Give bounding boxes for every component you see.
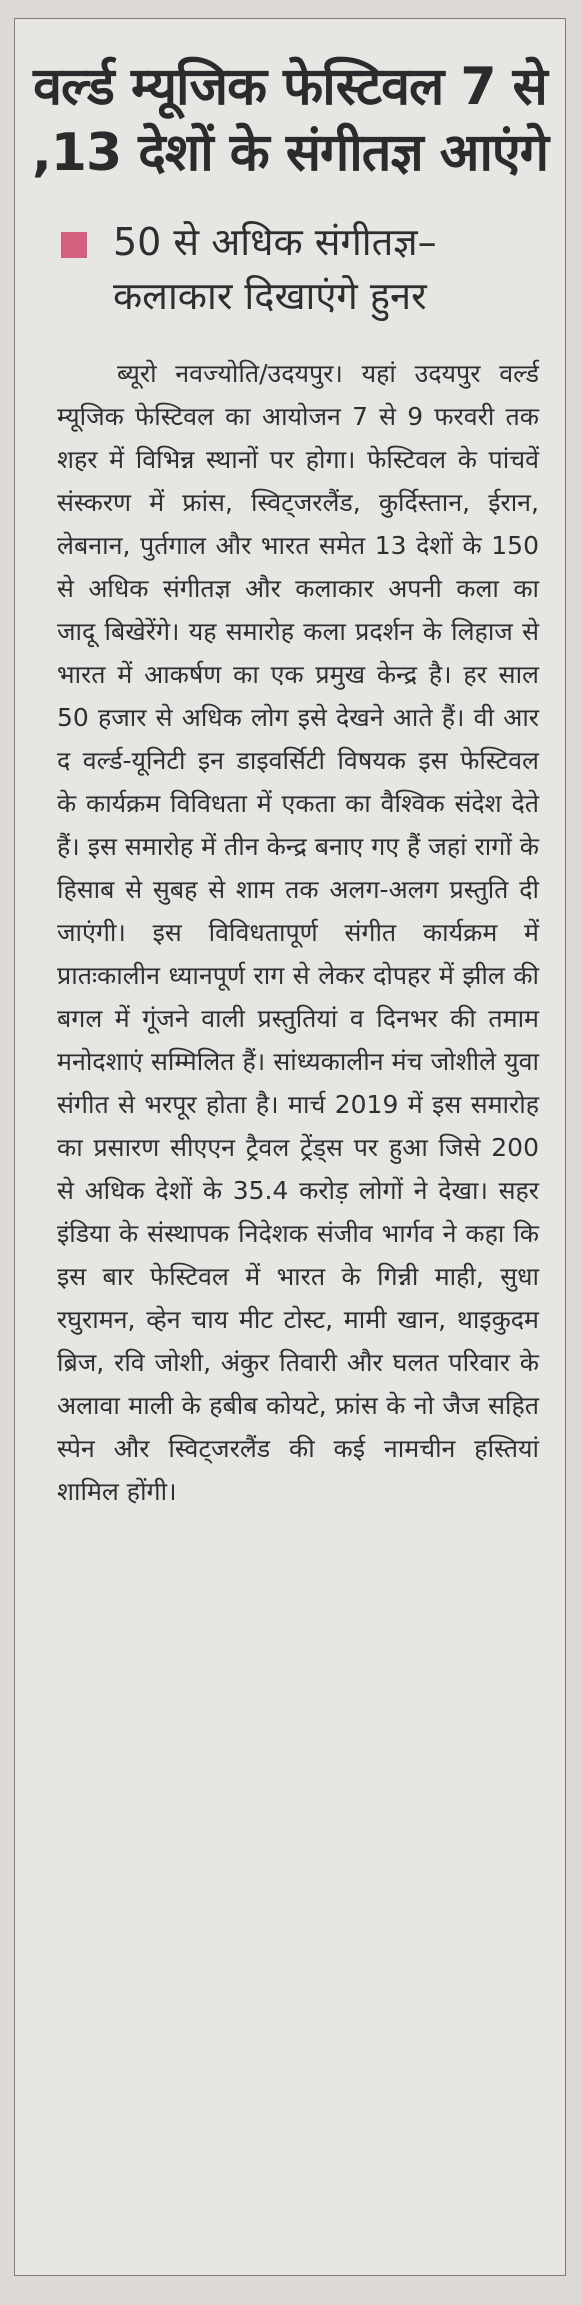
headline: वर्ल्ड म्यूजिक फेस्टिवल 7 से ,13 देशों के संगीतज्ञ आएंगे bbox=[32, 57, 548, 183]
news-clipping bbox=[14, 18, 566, 2276]
square-bullet-icon bbox=[61, 232, 87, 258]
subheadline-block bbox=[27, 216, 555, 324]
article-body: ब्यूरो नवज्योति/उदयपुर। यहां उदयपुर वर्ल्ड म्यूजिक फेस्टिवल का आयोजन 7 से 9 फरवरी तक शहर में विभिन्न स्थानों पर होगा। फेस्टिवल के पांचवें संस्करण में फ्रांस, स्विट्जरलैंड, कुर्दिस्तान, ईरान, लेबनान, पुर्तगाल और भारत समेत 13 देशों के 150 से अधिक संगीतज्ञ और कलाकार अपनी कला का जादू बिखेरेंगे। यह समारोह कला प्रदर्शन के लिहाज से भारत में आकर्षण का एक प्रमुख केन्द्र है। हर साल 50 हजार से अधिक लोग इसे देखने आते हैं। वी आर द वर्ल्ड-यूनिटी इन डाइवर्सिटी विषयक इस फेस्टिवल के कार्यक्रम विविधता में एकता का वैश्विक संदेश देते हैं। इस समारोह में तीन केन्द्र बनाए गए हैं जहां रागों के हिसाब से सुबह से शाम तक अलग-अलग प्रस्तुति दी जाएंगी। इस विविधतापूर्ण संगीत कार्यक्रम में प्रातःकालीन ध्यानपूर्ण राग से लेकर दोपहर में झील की बगल में गूंजने वाली प्रस्तुतियां व दिनभर की तमाम मनोदशाएं सम्मिलित हैं। सांध्यकालीन मंच जोशीले युवा संगीत से भरपूर होता है। मार्च 2019 में इस समारोह का प्रसारण सीएएन ट्रैवल ट्रेंड्स पर हुआ जिसे 200 से अधिक देशों के 35.4 करोड़ लोगों ने देखा। सहर इंडिया के संस्थापक निदेशक संजीव भार्गव ने कहा कि इस बार फेस्टिवल में भारत के गिन्नी माही, सुधा रघुरामन, व्हेन चाय मीट टोस्ट, मामी खान, थाइकुदम ब्रिज, रवि जोशी, अंकुर तिवारी और घलत परिवार के अलावा माली के हबीब कोयटे, फ्रांस के नो जैज सहित स्पेन और स्विट्जरलैंड की कई नामचीन हस्तियां शामिल होंगी। bbox=[57, 358, 539, 1506]
subheadline: 50 से अधिक संगीतज्ञ–कलाकार दिखाएंगे हुनर bbox=[113, 220, 437, 318]
